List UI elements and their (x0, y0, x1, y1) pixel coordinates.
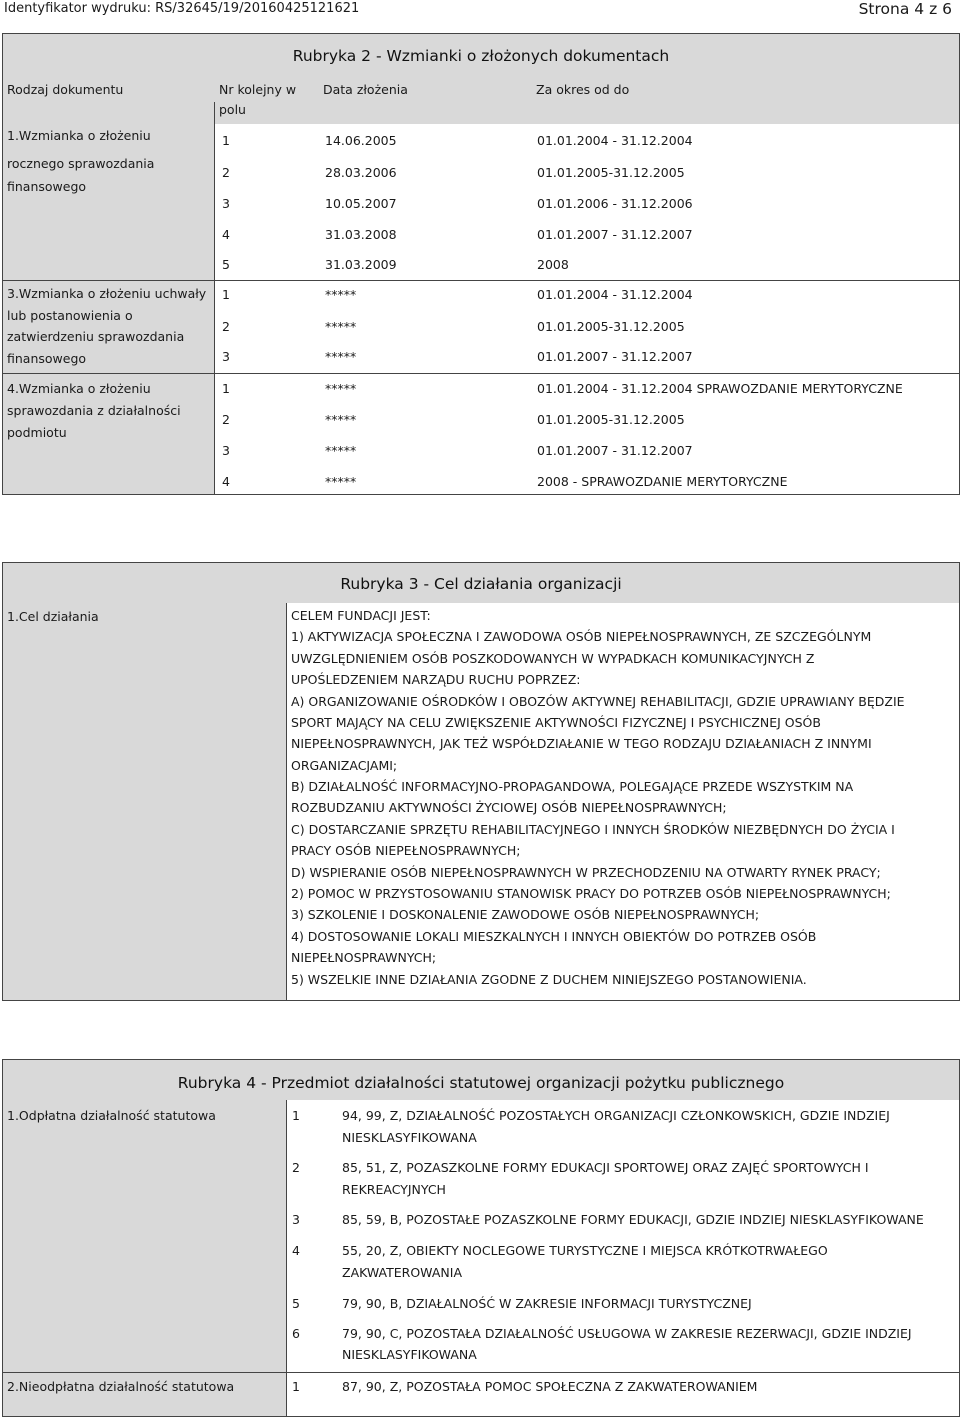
print-identifier: Identyfikator wydruku: RS/32645/19/20160425121621 (4, 1, 360, 16)
col-header-nr-line1: Nr kolejny w (219, 82, 297, 97)
row-date: ***** (325, 381, 357, 396)
activity-text: 85, 59, B, POZOSTAŁE POZASZKOLNE FORMY EDUKACJI, GDZIE INDZIEJ NIESKLASYFIKOWANE (342, 1212, 924, 1227)
row-nr: 3 (222, 196, 230, 211)
row-nr: 4 (222, 474, 230, 489)
purpose-line: 4) DOSTOSOWANIE LOKALI MIESZKALNYCH I INNYCH OBIEKTÓW DO POTRZEB OSÓB (291, 929, 817, 944)
purpose-line: PRACY OSÓB NIEPEŁNOSPRAWNYCH; (291, 843, 521, 858)
row-date: 28.03.2006 (325, 165, 397, 180)
row-date: 31.03.2008 (325, 227, 397, 242)
row-date: 10.05.2007 (325, 196, 397, 211)
col-header-nr-line2: polu (219, 102, 246, 117)
row-date: ***** (325, 319, 357, 334)
row-period: 01.01.2005-31.12.2005 (537, 319, 685, 334)
row-period: 01.01.2004 - 31.12.2004 SPRAWOZDANIE MERYTORYCZNE (537, 381, 903, 396)
group-label: podmiotu (7, 425, 67, 440)
group-label: finansowego (7, 351, 87, 366)
purpose-line: NIEPEŁNOSPRAWNYCH, JAK TEŻ WSPÓŁDZIAŁANIE W TEGO RODZAJU DZIAŁANIACH Z INNYMI (291, 736, 872, 751)
row-date: ***** (325, 443, 357, 458)
rubryka-3-section (2, 562, 960, 1001)
row-nr: 5 (222, 257, 230, 272)
row-period: 01.01.2004 - 31.12.2004 (537, 133, 693, 148)
purpose-line: UWZGLĘDNIENIEM OSÓB POSZKODOWANYCH W WYPADKACH KOMUNIKACYJNYCH Z (291, 651, 815, 666)
group-label: lub postanowienia o (7, 308, 133, 323)
purpose-line: UPOŚLEDZENIEM NARZĄDU RUCHU POPRZEZ: (291, 672, 581, 687)
activity-nr: 1 (292, 1108, 300, 1123)
row-period: 01.01.2006 - 31.12.2006 (537, 196, 693, 211)
row-period: 01.01.2007 - 31.12.2007 (537, 227, 693, 242)
group-label: rocznego sprawozdania (7, 156, 155, 171)
group-label: finansowego (7, 179, 87, 194)
activity-text: 79, 90, B, DZIAŁALNOŚĆ W ZAKRESIE INFORMACJI TURYSTYCZNEJ (342, 1296, 752, 1311)
row-date: 14.06.2005 (325, 133, 397, 148)
row-period: 01.01.2005-31.12.2005 (537, 412, 685, 427)
group-label: 1.Wzmianka o złożeniu (7, 128, 151, 143)
purpose-line: B) DZIAŁALNOŚĆ INFORMACYJNO-PROPAGANDOWA, POLEGAJĄCE PRZEDE WSZYSTKIM NA (291, 779, 854, 794)
purpose-line: CELEM FUNDACJI JEST: (291, 608, 431, 623)
activity-nr: 6 (292, 1326, 300, 1341)
row-nr: 2 (222, 165, 230, 180)
activity-text: ZAKWATEROWANIA (342, 1265, 462, 1280)
row-period: 01.01.2007 - 31.12.2007 (537, 443, 693, 458)
row-nr: 3 (222, 349, 230, 364)
rubryka-4-title: Rubryka 4 - Przedmiot działalności statutowej organizacji pożytku publicznego (177, 1074, 785, 1092)
purpose-line: C) DOSTARCZANIE SPRZĘTU REHABILITACYJNEGO I INNYCH ŚRODKÓW NIEZBĘDNYCH DO ŻYCIA I (291, 822, 895, 837)
purpose-line: 5) WSZELKIE INNE DZIAŁANIA ZGODNE Z DUCHEM NINIEJSZEGO POSTANOWIENIA. (291, 972, 807, 987)
activity-nr: 2 (292, 1160, 300, 1175)
rubryka-2-title: Rubryka 2 - Wzmianki o złożonych dokumentach (292, 47, 670, 65)
activity-nr: 5 (292, 1296, 300, 1311)
row-nr: 2 (222, 319, 230, 334)
row-date: ***** (325, 474, 357, 489)
activity-text: 87, 90, Z, POZOSTAŁA POMOC SPOŁECZNA Z ZAKWATEROWANIEM (342, 1379, 758, 1394)
rubryka-2-section (2, 33, 960, 495)
activity-text: 94, 99, Z, DZIAŁALNOŚĆ POZOSTAŁYCH ORGANIZACJI CZŁONKOWSKICH, GDZIE INDZIEJ (342, 1108, 890, 1123)
activity-group-label: 1.Odpłatna działalność statutowa (7, 1108, 216, 1123)
row-nr: 1 (222, 133, 230, 148)
col-header-document: Rodzaj dokumentu (7, 82, 124, 97)
row-date: ***** (325, 412, 357, 427)
group-label: 3.Wzmianka o złożeniu uchwały (7, 286, 207, 301)
activity-text: 55, 20, Z, OBIEKTY NOCLEGOWE TURYSTYCZNE I MIEJSCA KRÓTKOTRWAŁEGO (342, 1243, 828, 1258)
activity-nr: 3 (292, 1212, 300, 1227)
activity-nr: 1 (292, 1379, 300, 1394)
row-period: 2008 - SPRAWOZDANIE MERYTORYCZNE (537, 474, 788, 489)
group-label: zatwierdzeniu sprawozdania (7, 329, 185, 344)
row-date: ***** (325, 349, 357, 364)
purpose-line: 3) SZKOLENIE I DOSKONALENIE ZAWODOWE OSÓB NIEPEŁNOSPRAWNYCH; (291, 907, 760, 922)
row-period: 01.01.2004 - 31.12.2004 (537, 287, 693, 302)
group-label: 4.Wzmianka o złożeniu (7, 381, 151, 396)
purpose-line: SPORT MAJĄCY NA CELU ZWIĘKSZENIE AKTYWNOŚCI FIZYCZNEJ I PSYCHICZNEJ OSÓB (291, 715, 821, 730)
row-period: 2008 (537, 257, 569, 272)
row-nr: 1 (222, 381, 230, 396)
activity-text: NIESKLASYFIKOWANA (342, 1130, 477, 1145)
row-nr: 1 (222, 287, 230, 302)
page-number: Strona 4 z 6 (858, 0, 952, 18)
activity-text: REKREACYJNYCH (342, 1182, 446, 1197)
col-header-date: Data złożenia (323, 82, 408, 97)
group-label: sprawozdania z działalności (7, 403, 181, 418)
activity-group-label: 2.Nieodpłatna działalność statutowa (7, 1379, 235, 1394)
row-nr: 3 (222, 443, 230, 458)
purpose-line: NIEPEŁNOSPRAWNYCH; (291, 950, 437, 965)
purpose-line: D) WSPIERANIE OSÓB NIEPEŁNOSPRAWNYCH W PRZECHODZENIU NA OTWARTY RYNEK PRACY; (291, 865, 881, 880)
row-date: ***** (325, 287, 357, 302)
purpose-line: A) ORGANIZOWANIE OŚRODKÓW I OBOZÓW AKTYWNEJ REHABILITACJI, GDZIE UPRAWIANY BĘDZIE (291, 694, 905, 709)
row-period: 01.01.2007 - 31.12.2007 (537, 349, 693, 364)
activity-text: 85, 51, Z, POZASZKOLNE FORMY EDUKACJI SPORTOWEJ ORAZ ZAJĘĆ SPORTOWYCH I (342, 1160, 869, 1175)
row-nr: 2 (222, 412, 230, 427)
purpose-line: ROZBUDZANIU AKTYWNOŚCI ŻYCIOWEJ OSÓB NIEPEŁNOSPRAWNYCH; (291, 800, 727, 815)
rubryka-4-section (2, 1059, 960, 1417)
purpose-line: ORGANIZACJAMI; (291, 758, 398, 773)
col-header-period: Za okres od do (536, 82, 630, 97)
purpose-line: 1) AKTYWIZACJA SPOŁECZNA I ZAWODOWA OSÓB NIEPEŁNOSPRAWNYCH, ZE SZCZEGÓLNYM (291, 629, 872, 644)
row-period: 01.01.2005-31.12.2005 (537, 165, 685, 180)
row-date: 31.03.2009 (325, 257, 397, 272)
purpose-label: 1.Cel działania (7, 609, 99, 624)
activity-text: 79, 90, C, POZOSTAŁA DZIAŁALNOŚĆ USŁUGOWA W ZAKRESIE REZERWACJI, GDZIE INDZIEJ (342, 1326, 912, 1341)
purpose-line: 2) POMOC W PRZYSTOSOWANIU STANOWISK PRACY DO POTRZEB OSÓB NIEPEŁNOSPRAWNYCH; (291, 886, 891, 901)
print-header (0, 0, 960, 22)
row-nr: 4 (222, 227, 230, 242)
rubryka-3-title: Rubryka 3 - Cel działania organizacji (340, 575, 622, 593)
activity-nr: 4 (292, 1243, 300, 1258)
activity-text: NIESKLASYFIKOWANA (342, 1347, 477, 1362)
